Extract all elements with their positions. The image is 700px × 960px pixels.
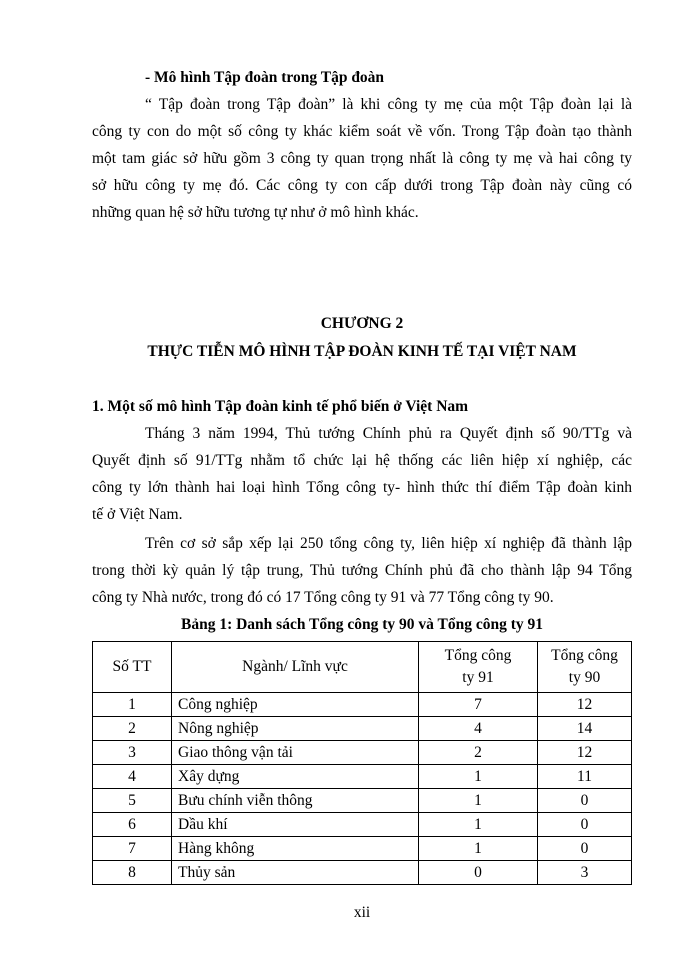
cell-tct90: 3 xyxy=(538,861,632,885)
paragraph-line: sở hữu công ty mẹ đó. Các công ty con cấp dưới trong Tập đoàn này cũng có xyxy=(92,177,632,194)
table-caption: Bảng 1: Danh sách Tổng công ty 90 và Tổng công ty 91 xyxy=(180,616,544,633)
cell-tct90: 11 xyxy=(538,765,632,789)
cell-field: Bưu chính viễn thông xyxy=(172,789,419,813)
col-header-tct91 xyxy=(419,642,538,693)
cell-tct91: 1 xyxy=(419,813,538,837)
table-row xyxy=(93,765,632,789)
table-header-row xyxy=(93,642,632,693)
section-heading: 1. Một số mô hình Tập đoàn kinh tế phổ biến ở Việt Nam xyxy=(92,398,469,415)
table-row xyxy=(93,861,632,885)
cell-stt: 1 xyxy=(93,693,172,717)
paragraph-line: Trên cơ sở sắp xếp lại 250 tổng công ty, liên hiệp xí nghiệp đã thành lập xyxy=(145,535,632,552)
col-header-tct90 xyxy=(538,642,632,693)
cell-field: Hàng không xyxy=(172,837,419,861)
cell-field: Xây dựng xyxy=(172,765,419,789)
cell-tct90: 0 xyxy=(538,813,632,837)
page-number: xii xyxy=(353,904,371,921)
cell-tct91: 1 xyxy=(419,765,538,789)
table-row xyxy=(93,741,632,765)
chapter-title: THỰC TIỄN MÔ HÌNH TẬP ĐOÀN KINH TẾ TẠI VIỆT NAM xyxy=(147,343,577,360)
paragraph-line: một tam giác sở hữu gồm 3 công ty quan trọng nhất là công ty mẹ và hai công ty xyxy=(92,150,632,167)
paragraph-line: Tháng 3 năm 1994, Thủ tướng Chính phủ ra Quyết định số 90/TTg và xyxy=(145,425,632,442)
cell-tct91: 1 xyxy=(419,789,538,813)
cell-tct90: 12 xyxy=(538,693,632,717)
cell-tct91: 2 xyxy=(419,741,538,765)
cell-tct91: 0 xyxy=(419,861,538,885)
col-header-stt: Số TT xyxy=(93,642,172,693)
cell-field: Nông nghiệp xyxy=(172,717,419,741)
chapter-number: CHƯƠNG 2 xyxy=(320,315,404,332)
cell-tct90: 0 xyxy=(538,789,632,813)
paragraph-line: công ty con do một số công ty khác kiểm soát về vốn. Trong Tập đoàn tạo thành xyxy=(92,123,632,140)
paragraph-line: trong thời kỳ quản lý tập trung, Thủ tướng Chính phủ đã cho thành lập 94 Tổng xyxy=(92,562,632,579)
cell-stt: 4 xyxy=(93,765,172,789)
col-header-tct91-label: Tổng công ty 91 xyxy=(444,647,512,686)
table-row xyxy=(93,813,632,837)
cell-tct90: 12 xyxy=(538,741,632,765)
cell-stt: 5 xyxy=(93,789,172,813)
paragraph-line: công ty lớn thành hai loại hình Tổng công ty- hình thức thí điểm Tập đoàn kinh xyxy=(92,479,632,496)
col-header-field: Ngành/ Lĩnh vực xyxy=(172,642,419,693)
cell-tct91: 4 xyxy=(419,717,538,741)
cell-stt: 8 xyxy=(93,861,172,885)
cell-tct90: 14 xyxy=(538,717,632,741)
paragraph-line: Quyết định số 91/TTg nhằm tổ chức lại hệ thống các liên hiệp xí nghiệp, các xyxy=(92,452,632,469)
cell-tct90: 0 xyxy=(538,837,632,861)
cell-field: Giao thông vận tải xyxy=(172,741,419,765)
cell-field: Dầu khí xyxy=(172,813,419,837)
paragraph-line: “ Tập đoàn trong Tập đoàn” là khi công ty mẹ của một Tập đoàn lại là xyxy=(145,96,632,113)
paragraph-line: tế ở Việt Nam. xyxy=(92,506,183,523)
cell-field: Thủy sản xyxy=(172,861,419,885)
paragraph-line: công ty Nhà nước, trong đó có 17 Tổng công ty 91 và 77 Tổng công ty 90. xyxy=(92,589,554,606)
data-table xyxy=(92,641,632,885)
cell-field: Công nghiệp xyxy=(172,693,419,717)
table-row xyxy=(93,789,632,813)
cell-stt: 7 xyxy=(93,837,172,861)
col-header-tct90-label: Tổng công ty 90 xyxy=(551,647,618,686)
table-row xyxy=(93,693,632,717)
cell-stt: 3 xyxy=(93,741,172,765)
cell-tct91: 7 xyxy=(419,693,538,717)
paragraph-line: những quan hệ sở hữu tương tự như ở mô hình khác. xyxy=(92,204,419,221)
cell-stt: 6 xyxy=(93,813,172,837)
subsection-heading: - Mô hình Tập đoàn trong Tập đoàn xyxy=(145,69,385,86)
table-row xyxy=(93,717,632,741)
table-row xyxy=(93,837,632,861)
cell-stt: 2 xyxy=(93,717,172,741)
cell-tct91: 1 xyxy=(419,837,538,861)
